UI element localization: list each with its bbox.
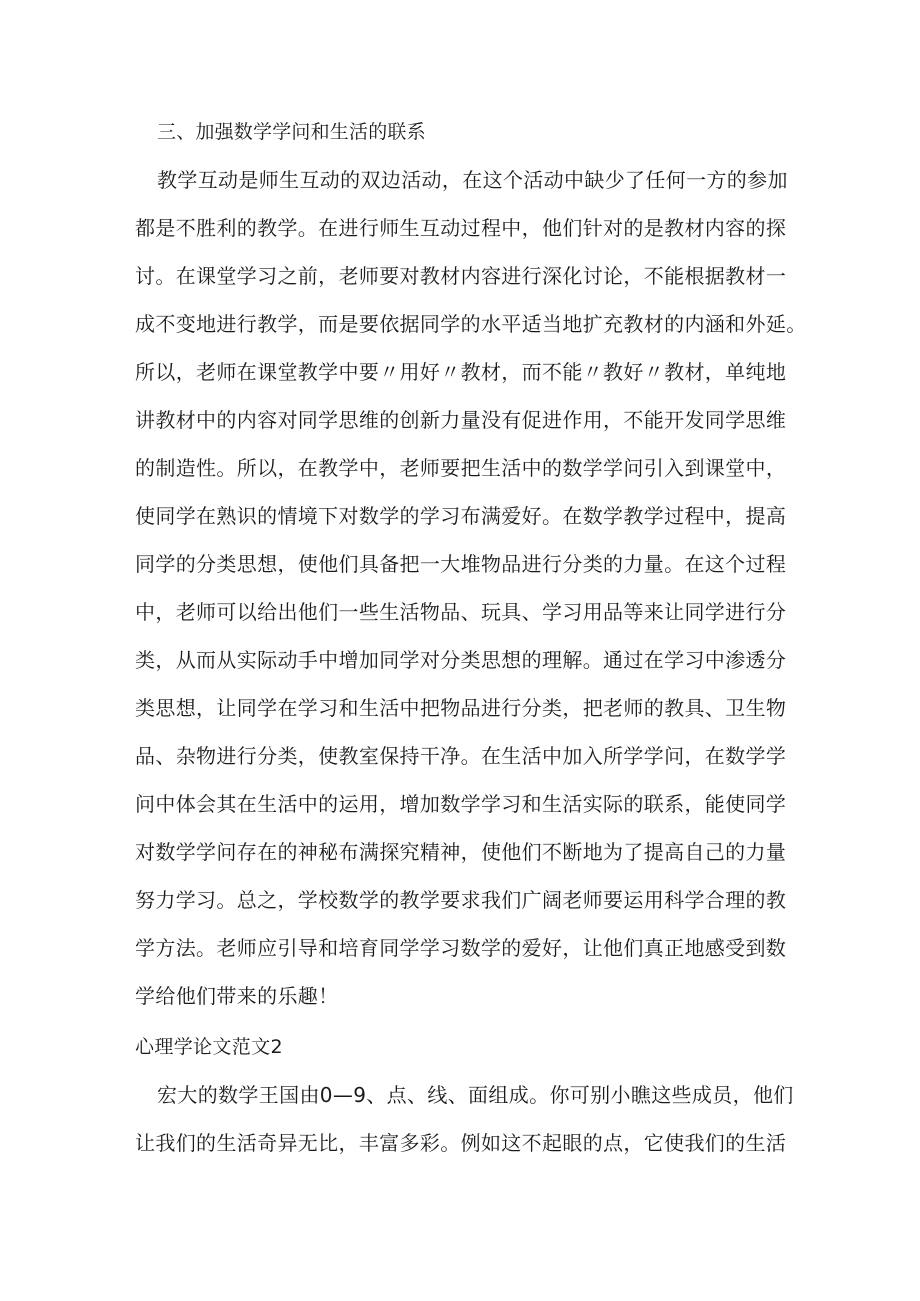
paragraph-line: 类，从而从实际动手中增加同学对分类思想的理解。通过在学习中渗透分	[135, 648, 787, 672]
section-heading: 三、加强数学学问和生活的联系	[157, 121, 426, 143]
paragraph-line: 宏大的数学王国由0—9、点、线、面组成。你可别小瞧这些成员，他们	[157, 1083, 794, 1107]
paragraph-line: 学给他们带来的乐趣！	[135, 984, 339, 1008]
paragraph-line: 中，老师可以给出他们一些生活物品、玩具、学习用品等来让同学进行分	[135, 600, 787, 624]
paragraph-line: 对数学学问存在的神秘布满探究精神，使他们不断地为了提高自己的力量	[135, 840, 787, 864]
paragraph-line: 都是不胜利的教学。在进行师生互动过程中，他们针对的是教材内容的探	[135, 216, 787, 240]
paragraph-line: 讲教材中的内容对同学思维的创新力量没有促进作用，不能开发同学思维	[135, 408, 787, 432]
paragraph-line: 学方法。老师应引导和培育同学学习数学的爱好，让他们真正地感受到数	[135, 936, 787, 960]
paragraph-line: 让我们的生活奇异无比，丰富多彩。例如这不起眼的点，它使我们的生活	[135, 1131, 787, 1155]
paragraph-line: 努力学习。总之，学校数学的教学要求我们广阔老师要运用科学合理的教	[135, 888, 787, 912]
paragraph-line: 类思想，让同学在学习和生活中把物品进行分类，把老师的教具、卫生物	[135, 696, 787, 720]
paragraph-line: 同学的分类思想，使他们具备把一大堆物品进行分类的力量。在这个过程	[135, 552, 787, 576]
paragraph-line: 品、杂物进行分类，使教室保持干净。在生活中加入所学学问，在数学学	[135, 744, 787, 768]
paragraph-line: 使同学在熟识的情境下对数学的学习布满爱好。在数学教学过程中，提高	[135, 504, 787, 528]
paragraph-line: 的制造性。所以，在教学中，老师要把生活中的数学学问引入到课堂中，	[135, 456, 787, 480]
paragraph-line: 问中体会其在生活中的运用，增加数学学习和生活实际的联系，能使同学	[135, 792, 787, 816]
article-subheading: 心理学论文范文2	[135, 1036, 283, 1058]
paragraph-line: 成不变地进行教学，而是要依据同学的水平适当地扩充教材的内涵和外延。	[135, 312, 807, 336]
paragraph-line: 所以，老师在课堂教学中要〃用好〃教材，而不能〃教好〃教材，单纯地	[135, 360, 787, 384]
paragraph-line: 教学互动是师生互动的双边活动，在这个活动中缺少了任何一方的参加	[157, 168, 788, 192]
paragraph-line: 讨。在课堂学习之前，老师要对教材内容进行深化讨论，不能根据教材一	[135, 264, 787, 288]
